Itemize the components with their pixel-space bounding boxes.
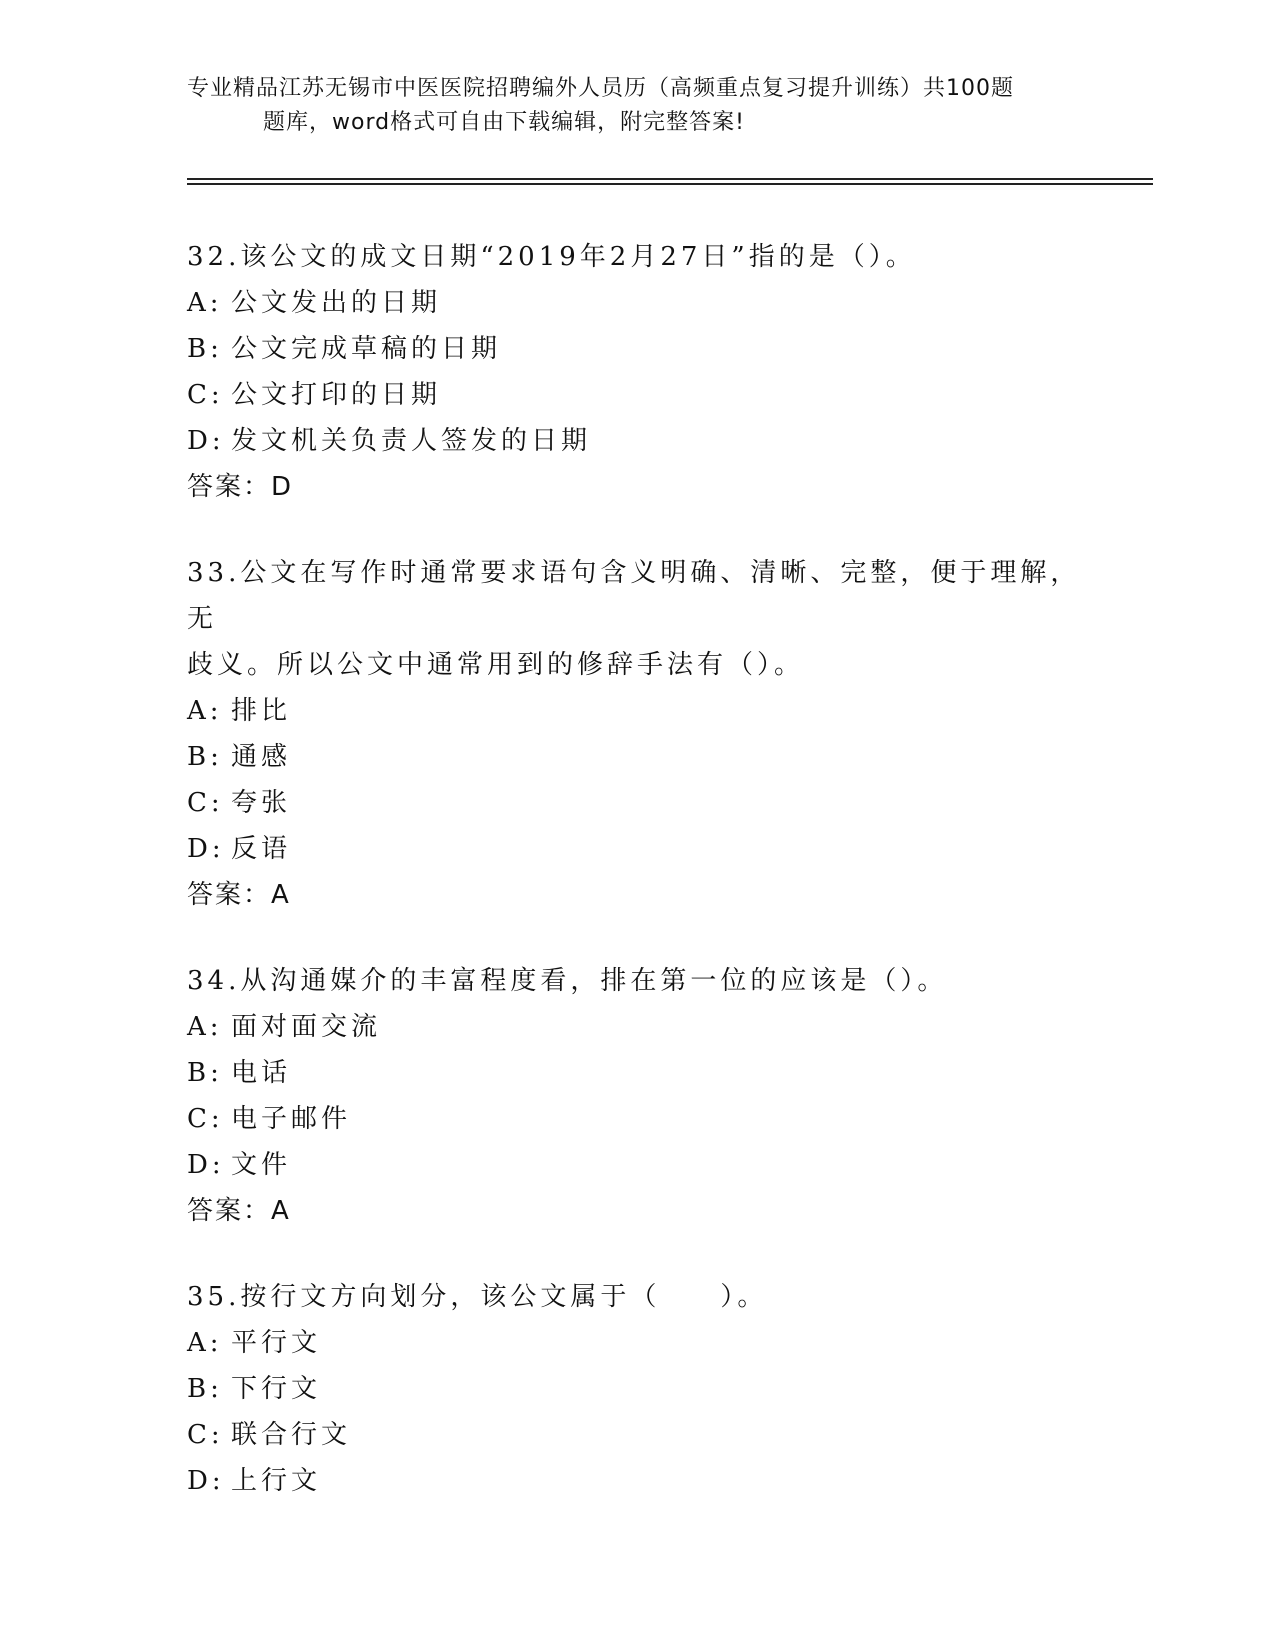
option-label: D: <box>187 1466 225 1496</box>
option-label: D: <box>187 834 225 864</box>
option-text: 电子邮件 <box>231 1104 352 1134</box>
option-c <box>187 1412 1087 1458</box>
option-label: C: <box>187 1104 224 1134</box>
option-text: 发文机关负责人签发的日期 <box>231 426 592 456</box>
option-label: A: <box>187 1328 223 1358</box>
question-list <box>187 234 1087 1544</box>
option-b <box>187 1050 1087 1096</box>
option-text: 下行文 <box>231 1374 322 1404</box>
option-a <box>187 688 1087 734</box>
question-text: 32.该公文的成文日期“2019年2月27日”指的是（）。 <box>187 242 916 272</box>
answer-text: 答案：A <box>187 880 291 910</box>
option-text: 夸张 <box>231 788 292 818</box>
option-label: A: <box>187 288 223 318</box>
question-text: 35.按行文方向划分，该公文属于（ ）。 <box>187 1282 768 1312</box>
option-a <box>187 280 1087 326</box>
option-c <box>187 1096 1087 1142</box>
option-text: 平行文 <box>231 1328 322 1358</box>
header-divider-bottom <box>187 183 1153 185</box>
header-title-line-2: 题库，word格式可自由下载编辑，附完整答案! <box>263 110 745 135</box>
option-a <box>187 1320 1087 1366</box>
document-header <box>187 72 1087 140</box>
option-label: B: <box>187 334 223 364</box>
option-b <box>187 1366 1087 1412</box>
option-label: A: <box>187 696 223 726</box>
option-label: B: <box>187 1374 223 1404</box>
question-34 <box>187 958 1087 1234</box>
option-c <box>187 372 1087 418</box>
option-label: C: <box>187 1420 224 1450</box>
question-35 <box>187 1274 1087 1504</box>
answer-text: 答案：D <box>187 472 294 502</box>
option-text: 公文发出的日期 <box>231 288 442 318</box>
question-33 <box>187 550 1087 918</box>
option-d <box>187 1458 1087 1504</box>
option-label: D: <box>187 426 225 456</box>
option-label: B: <box>187 742 223 772</box>
option-text: 反语 <box>231 834 292 864</box>
option-d <box>187 1142 1087 1188</box>
option-label: B: <box>187 1058 223 1088</box>
option-text: 联合行文 <box>231 1420 352 1450</box>
option-text: 通感 <box>231 742 292 772</box>
header-title-line-1: 专业精品江苏无锡市中医医院招聘编外人员历（高频重点复习提升训练）共100题 <box>187 76 1014 101</box>
option-text: 文件 <box>231 1150 292 1180</box>
option-d <box>187 418 1087 464</box>
question-text: 34.从沟通媒介的丰富程度看，排在第一位的应该是（）。 <box>187 966 948 996</box>
option-b <box>187 326 1087 372</box>
option-label: D: <box>187 1150 225 1180</box>
option-text: 公文打印的日期 <box>231 380 442 410</box>
option-text: 电话 <box>231 1058 292 1088</box>
answer-text: 答案：A <box>187 1196 291 1226</box>
question-text-line-1: 33.公文在写作时通常要求语句含义明确、清晰、完整，便于理解，无 <box>187 558 1081 634</box>
question-32 <box>187 234 1087 510</box>
option-label: C: <box>187 380 224 410</box>
option-label: C: <box>187 788 224 818</box>
option-d <box>187 826 1087 872</box>
option-text: 上行文 <box>231 1466 322 1496</box>
question-text-line-2: 歧义。所以公文中通常用到的修辞手法有（）。 <box>187 650 805 680</box>
option-text: 公文完成草稿的日期 <box>231 334 502 364</box>
option-text: 排比 <box>231 696 292 726</box>
header-divider-top <box>187 178 1153 180</box>
option-label: A: <box>187 1012 223 1042</box>
option-c <box>187 780 1087 826</box>
option-a <box>187 1004 1087 1050</box>
option-text: 面对面交流 <box>231 1012 382 1042</box>
option-b <box>187 734 1087 780</box>
